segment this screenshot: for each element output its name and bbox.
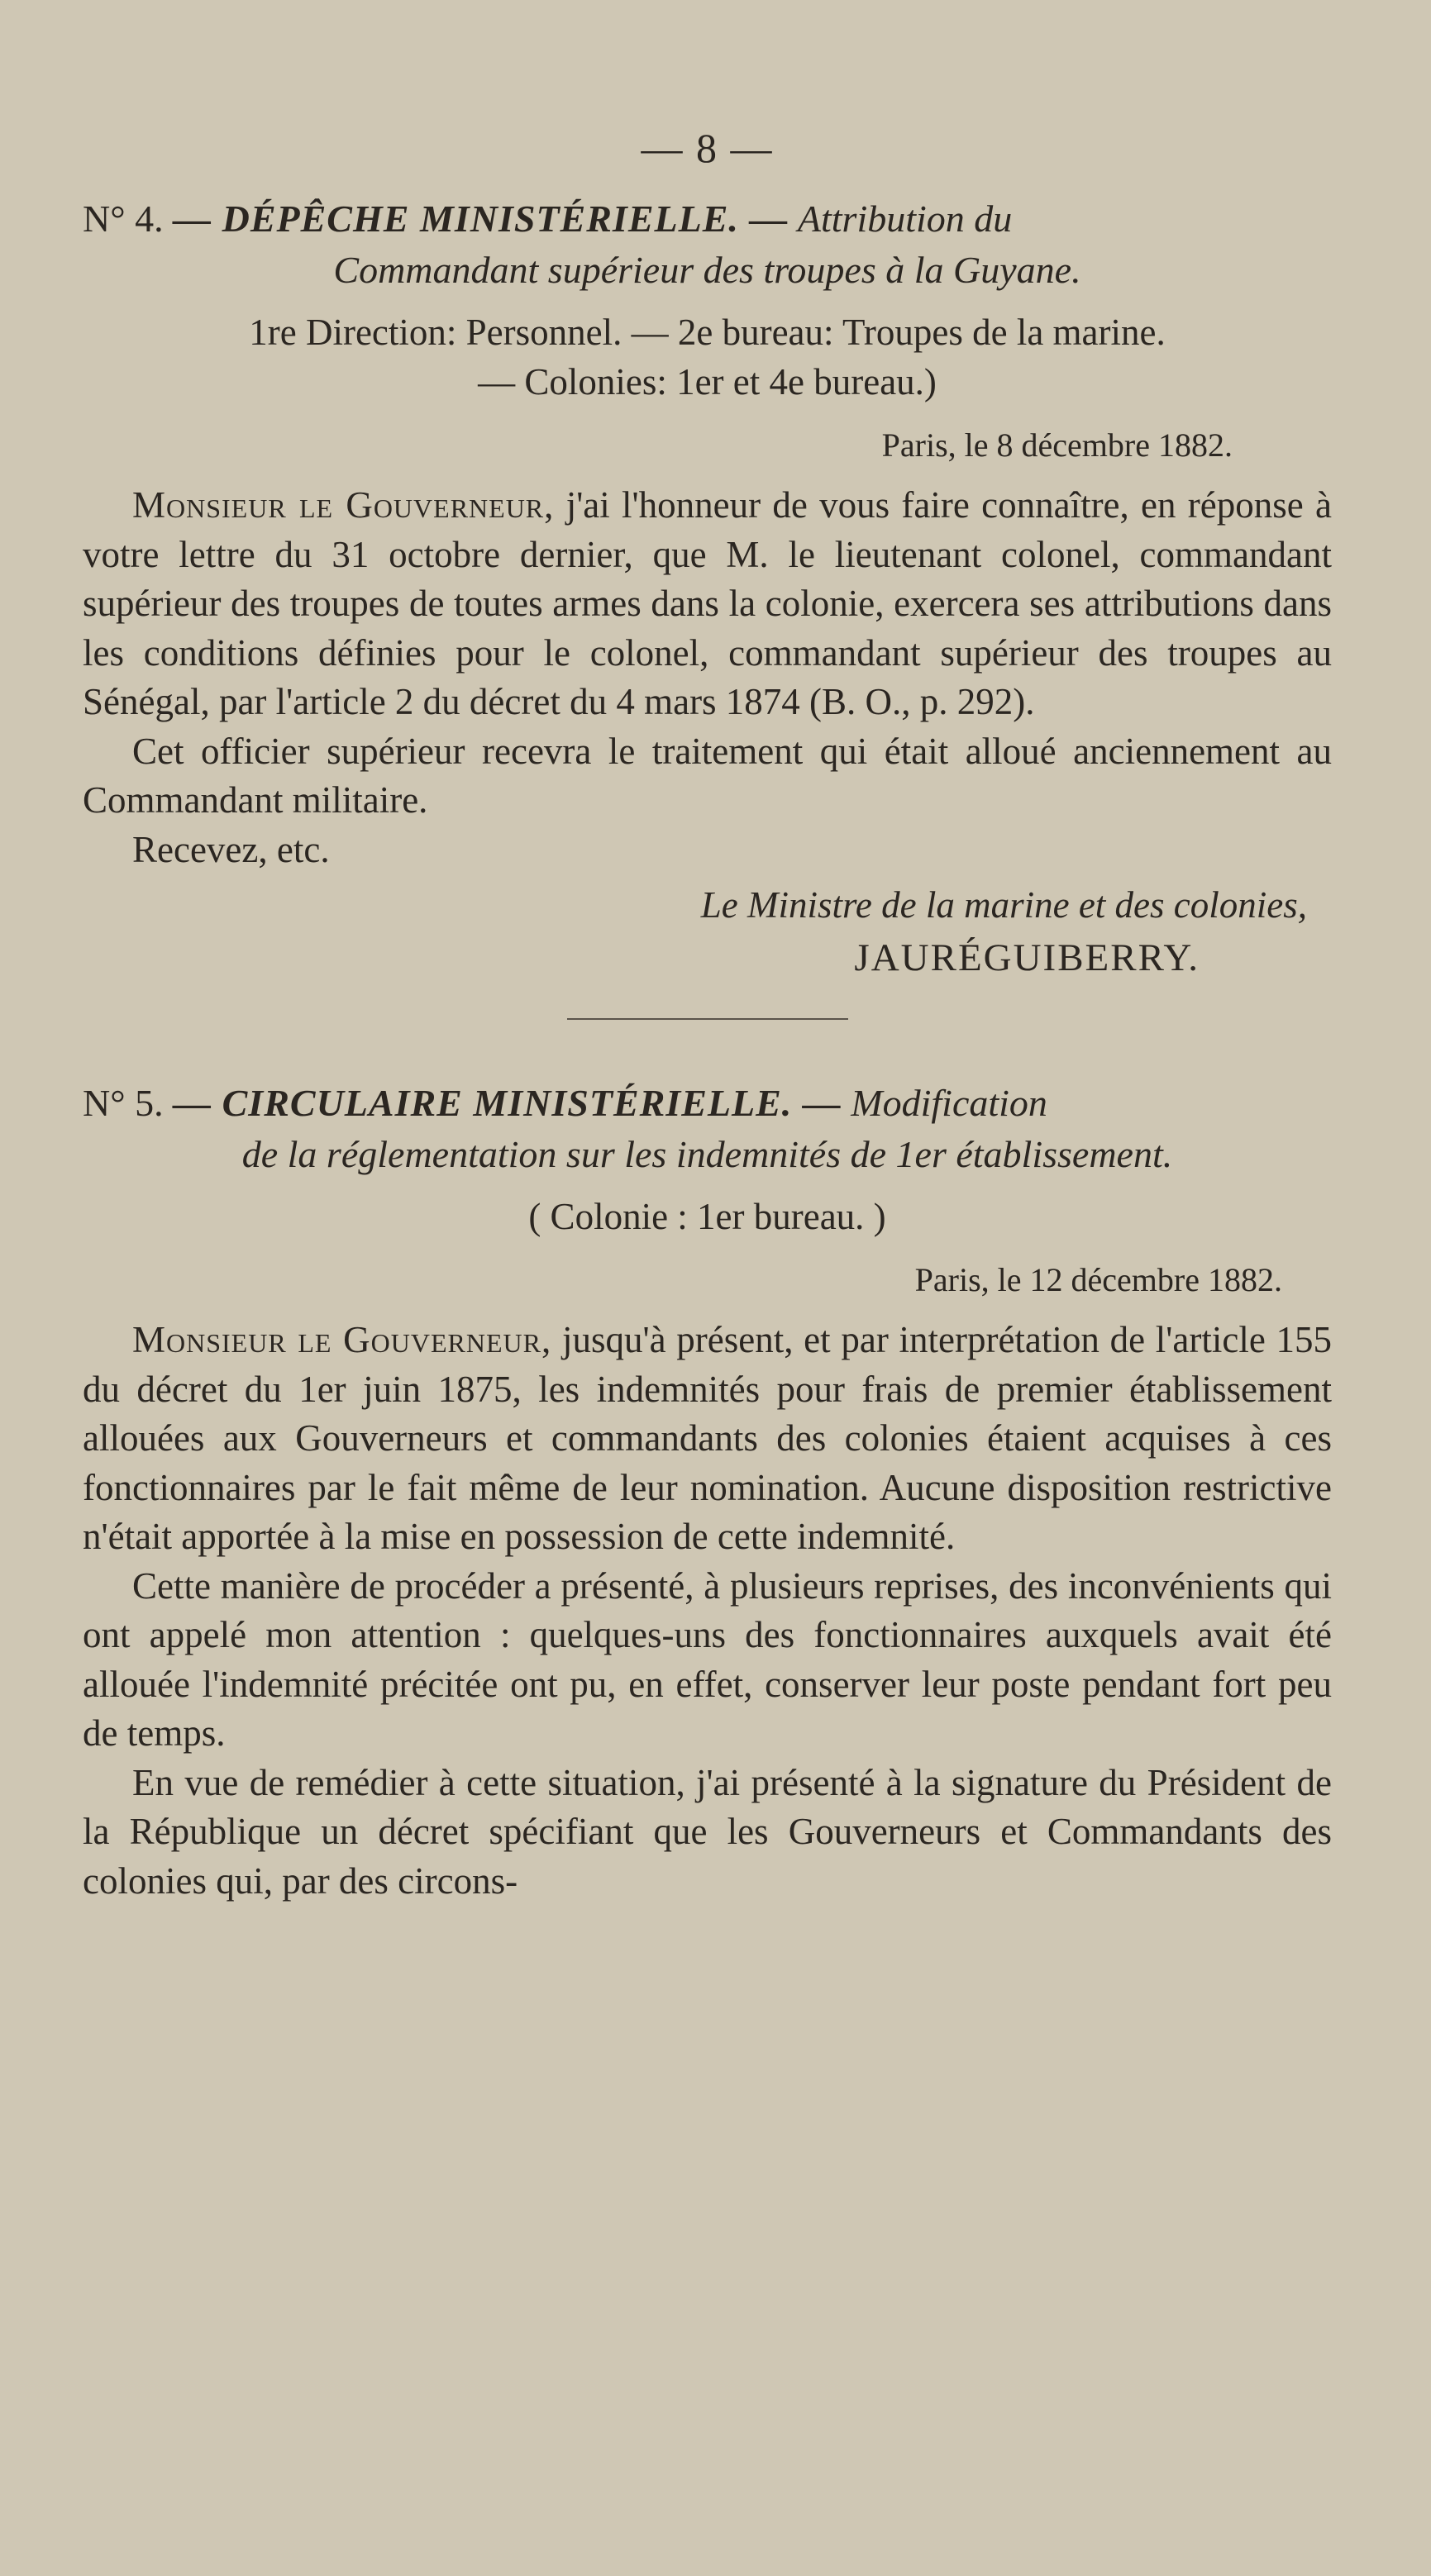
- section1-title: — DÉPÊCHE MINISTÉRIELLE. —: [173, 198, 789, 240]
- section2-subtitle: de la réglementation sur les indemnités de 1er établissement.: [241, 1133, 1173, 1175]
- page-number: — 8 —: [641, 125, 774, 171]
- section1-subtitle: Commandant supérieur des troupes à la Guyane.: [333, 249, 1081, 291]
- section2-title: — CIRCULAIRE MINISTÉRIELLE. —: [173, 1082, 842, 1124]
- section2-title-tail: Modification: [851, 1082, 1047, 1124]
- section2-para3: En vue de remédier à cette situation, j'ai présenté à la signature du Président de la République un décret spécifiant que les Gouverneurs et Commandants des colonies qui, par des circons-: [83, 1761, 1332, 1902]
- section1-signature-title: Le Ministre de la marine et des colonies,: [700, 884, 1307, 926]
- section1-meta: [83, 307, 1332, 407]
- section1-paragraph: [83, 481, 1332, 727]
- section1-meta-line2: — Colonies: 1er et 4e bureau.): [478, 361, 937, 402]
- section1-number: N° 4.: [83, 198, 164, 240]
- section2-meta: ( Colonie : 1er bureau. ): [528, 1196, 886, 1237]
- section1-signature-name: JAURÉGUIBERRY.: [854, 936, 1200, 979]
- section2-heading: [83, 1078, 1332, 1180]
- section1-para2: Cet officier supérieur recevra le traitement qui était alloué anciennement au Commandant militaire.: [83, 730, 1332, 821]
- section1-dateline: Paris, le 8 décembre 1882.: [881, 426, 1233, 464]
- section-divider: [567, 1018, 848, 1020]
- section1-salutation: Monsieur le Gouverneur,: [132, 484, 555, 526]
- section1-para1: j'ai l'honneur de vous faire connaître, en réponse à votre lettre du 31 octobre dernier, que M. le lieutenant colonel, commandant supérieur des troupes de toutes armes dans la colonie, exercera ses attributions dans les conditions définies pour le colonel, commandant supérieur des troupes au Sénégal, par l'article 2 du décret du 4 mars 1874 (B. O., p. 292).: [83, 484, 1333, 722]
- section2-paragraph: [83, 1316, 1332, 1562]
- section1-title-tail: Attribution du: [797, 198, 1013, 240]
- section2-salutation: Monsieur le Gouverneur,: [132, 1319, 552, 1360]
- section1-para3: Recevez, etc.: [132, 828, 330, 870]
- section2-number: N° 5.: [83, 1082, 164, 1124]
- section2-para2: Cette manière de procéder a présenté, à plusieurs reprises, des inconvénients qui ont appelé mon attention : quelques-uns des fonctionnaires auxquels avait été allouée l'indemnité précitée ont pu, en effet, conserver leur poste pendant fort peu de temps.: [83, 1564, 1332, 1754]
- section1-meta-line1: 1re Direction: Personnel. — 2e bureau: Troupes de la marine.: [249, 312, 1166, 353]
- section2-para1: jusqu'à présent, et par interprétation de l'article 155 du décret du 1er juin 1875, les indemnités pour frais de premier établissement allouées aux Gouverneurs et commandants des colonies étaient acquises à ces fonctionnaires par le fait même de leur nomination. Aucune disposition restrictive n'était apportée à la mise en possession de cette indemnité.: [83, 1319, 1333, 1557]
- section2-dateline: Paris, le 12 décembre 1882.: [914, 1261, 1282, 1298]
- section1-heading: [83, 193, 1332, 296]
